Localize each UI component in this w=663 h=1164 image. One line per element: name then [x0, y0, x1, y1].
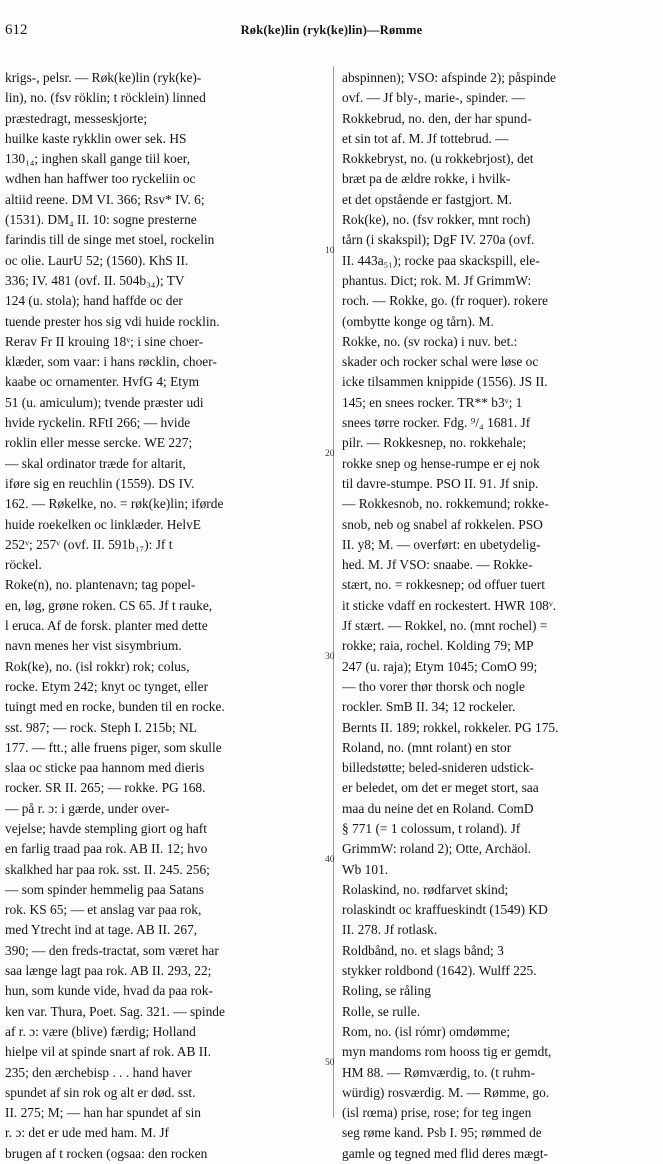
text-line: Rokke, no. (sv rocka) i nuv. bet.: — [342, 333, 518, 349]
text-line: 390; — den freds-tractat, som været har — [5, 942, 219, 958]
text-line: et sin tot af. M. Jf tottebrud. — — [342, 130, 509, 146]
text-line: l eruca. Af de forsk. planter med dette — [5, 618, 208, 634]
text-line: klæder, som vaar: i hans røcklin, choer- — [5, 354, 217, 370]
text-line: 51 (u. amiculum); tvende præster udi — [5, 394, 204, 410]
text-line: phantus. Dict; rok. M. Jf GrimmW: — [342, 272, 532, 288]
text-line: Rok(ke), no. (fsv rokker, mnt roch) — [342, 212, 531, 228]
text-line: kaabe oc ornamenter. HvfG 4; Etym — [5, 374, 200, 390]
text-line: II. 275; M; — han har spundet af sin — [5, 1105, 201, 1121]
text-line: HM 88. — Rømværdig, to. (t ruhm- — [342, 1064, 536, 1080]
text-line: würdig) rosværdig. M. — Rømme, go. — [342, 1084, 550, 1100]
text-line: maa du neine det en Roland. ComD — [342, 800, 534, 816]
text-line: — på r. ɔ: i gærde, under over- — [5, 800, 170, 816]
text-line: snees tørre rocker. Fdg. ⁹/₄ 1681. Jf — [342, 415, 531, 431]
text-line: hun, som kunde vide, hvad da paa rok- — [5, 983, 213, 999]
text-line: tårn (i skakspil); DgF IV. 270a (ovf. — [342, 232, 535, 248]
text-line: § 771 (= 1 colossum, t roland). Jf — [342, 820, 521, 836]
text-line: II. 443a₅₁); rocke paa skackspill, ele- — [342, 252, 540, 268]
text-line: Roland, no. (mnt rolant) en stor — [342, 739, 512, 755]
text-line: Bernts II. 189; rokkel, rokkeler. PG 175. — [342, 719, 559, 735]
text-line: med Ytrecht ind at tage. AB II. 267, — [5, 922, 198, 938]
text-line: Rokkebryst, no. (u rokkebrjost), det — [342, 151, 534, 167]
line-number-marker: 40 — [325, 855, 335, 865]
text-line: en farlig traad paa rok. AB II. 12; hvo — [5, 841, 208, 857]
right-column — [342, 68, 658, 1164]
text-line: rokke; raia, rochel. Kolding 79; MP — [342, 638, 534, 654]
text-line: vejelse; havde stempling giort og haft — [5, 820, 207, 836]
text-line: Rokkebrud, no. den, der har spund- — [342, 110, 532, 126]
text-line: tuende prester hos sig vdi huide rocklin. — [5, 313, 220, 329]
text-line: rocker. SR II. 265; — rokke. PG 168. — [5, 780, 206, 796]
text-line: stært, no. = rokkesnep; od offuer tuert — [342, 577, 545, 593]
text-line: hvide ryckelin. RFtI 266; — hvide — [5, 415, 191, 431]
text-line: billedstøtte; beled-snideren udstick- — [342, 760, 534, 776]
text-line: 235; den ærchebisp . . . hand haver — [5, 1064, 192, 1080]
text-line: Rolaskind, no. rødfarvet skind; — [342, 881, 509, 897]
text-line: huide roekelken oc linklæder. HelvE — [5, 516, 201, 532]
text-line: oc olie. LaurU 52; (1560). KhS II. — [5, 252, 189, 268]
text-line: röckel. — [5, 557, 42, 573]
text-line: præstedragt, messeskjorte; — [5, 110, 148, 126]
text-line: icke tilsammen knippide (1556). JS II. — [342, 374, 548, 390]
text-line: Roldbånd, no. et slags bånd; 3 — [342, 942, 504, 958]
line-number-marker: 20 — [325, 449, 335, 459]
text-line: skader och rocker schal were løse oc — [342, 354, 539, 370]
text-line: pilr. — Rokkesnep, no. rokkehale; — [342, 435, 527, 451]
text-line: — tho vorer thør thorsk och nogle — [342, 678, 525, 694]
text-line: GrimmW: roland 2); Otte, Archäol. — [342, 841, 532, 857]
text-line: hed. M. Jf VSO: snaabe. — Rokke- — [342, 557, 533, 573]
text-line: II. 278. Jf rotlask. — [342, 922, 438, 938]
text-line: en, løg, grøne roken. CS 65. Jf t rauke, — [5, 597, 213, 613]
text-line: 252ᵛ; 257ᵛ (ovf. II. 591b₁₇): Jf t — [5, 536, 173, 552]
left-column — [5, 68, 323, 1164]
line-number-marker: 50 — [325, 1058, 335, 1068]
text-line: abspinnen); VSO: afspinde 2); påspinde — [342, 70, 556, 85]
text-line: 177. — ftt.; alle fruens piger, som skulle — [5, 739, 222, 755]
text-line: iføre sig en reuchlin (1559). DS IV. — [5, 475, 195, 491]
text-line: stykker roldbond (1642). Wulff 225. — [342, 963, 537, 979]
text-line: 124 (u. stola); hand haffde oc der — [5, 293, 183, 309]
text-line: 130₁₄; inghen skall gange tiil koer, — [5, 151, 191, 167]
text-line: af r. ɔ: være (blive) færdig; Holland — [5, 1023, 196, 1039]
text-line: saa længe lagt paa rok. AB II. 293, 22; — [5, 963, 212, 979]
column-divider — [333, 66, 334, 1118]
text-line: Roling, se råling — [342, 983, 431, 999]
text-line: til davre-stumpe. PSO II. 91. Jf snip. — [342, 475, 539, 491]
text-line: rok. KS 65; — et anslag var paa rok, — [5, 902, 202, 918]
text-line: roch. — Rokke, go. (fr roquer). rokere — [342, 293, 548, 309]
text-line: 247 (u. raja); Etym 1045; ComO 99; — [342, 658, 538, 674]
text-line: 145; en snees rocker. TR** b3ᵛ; 1 — [342, 394, 523, 410]
text-line: wdhen han haffwer too ryckeliin oc — [5, 171, 196, 187]
text-line: ken var. Thura, Poet. Sag. 321. — spinde — [5, 1003, 225, 1019]
text-line: brugen af t rocken (ogsaa: den rocken — [5, 1145, 208, 1161]
text-line: Rok(ke), no. (isl rokkr) rok; colus, — [5, 658, 190, 674]
text-line: it sticke vdaff en rockestert. HWR 108ᵛ. — [342, 597, 557, 613]
text-line: rockler. SmB II. 34; 12 rockeler. — [342, 699, 516, 715]
text-line: r. ɔ: det er ude med ham. M. Jf — [5, 1125, 169, 1141]
text-line: krigs-, pelsr. — Røk(ke)lin (ryk(ke)- — [5, 70, 202, 85]
text-line: ovf. — Jf bly-, marie-, spinder. — — [342, 90, 525, 106]
line-number-marker: 30 — [325, 652, 335, 662]
text-line: er beledet, om det er meget stort, saa — [342, 780, 539, 796]
text-line: 162. — Røkelke, no. = røk(ke)lin; iførde — [5, 496, 224, 512]
text-line: lin), no. (fsv röklin; t röcklein) linned — [5, 90, 206, 106]
text-line: (isl rœma) prise, rose; for teg ingen — [342, 1105, 532, 1121]
text-line: — Rokkesnob, no. rokkemund; rokke- — [342, 496, 549, 512]
page-header — [0, 22, 663, 44]
text-line: navn menes her vist sisymbrium. — [5, 638, 182, 654]
text-line: 336; IV. 481 (ovf. II. 504b₃₄); TV — [5, 272, 185, 288]
text-line: sst. 987; — rock. Steph I. 215b; NL — [5, 719, 197, 735]
text-line: rokke snep og hense-rumpe er ej nok — [342, 455, 540, 471]
text-line: seg røme kand. Psb I. 95; rømmed de — [342, 1125, 542, 1141]
text-line: Rom, no. (isl rómr) omdømme; — [342, 1023, 511, 1039]
text-line: huilke kaste rykklin ower sek. HS — [5, 130, 187, 146]
text-line: snob, neb og snabel af rokkelen. PSO — [342, 516, 543, 532]
text-line: — skal ordinator træde for altarit, — [5, 455, 186, 471]
text-line: Roke(n), no. plantenavn; tag popel- — [5, 577, 196, 593]
text-line: roklin eller messe sercke. WE 227; — [5, 435, 193, 451]
text-line: bræt pa de ældre rokke, i hvilk- — [342, 171, 511, 187]
text-line: gamle og tegned med flid deres mægt- — [342, 1145, 549, 1161]
text-line: (ombytte konge og tårn). M. — [342, 313, 494, 329]
text-line: et det opstående er fastgjort. M. — [342, 191, 512, 207]
text-line: rocke. Etym 242; knyt oc tynget, eller — [5, 678, 209, 694]
text-line: spundet af sin rok og alt er død. sst. — [5, 1084, 196, 1100]
text-line: Rolle, se rulle. — [342, 1003, 421, 1019]
text-line: (1531). DM₄ II. 10: sogne presterne — [5, 212, 197, 228]
line-number-marker: 10 — [325, 246, 335, 256]
text-line: Jf stært. — Rokkel, no. (mnt rochel) = — [342, 618, 548, 634]
text-line: slaa oc sticke paa hannom med dieris — [5, 760, 205, 776]
text-line: myn mandoms rom hooss tig er gemdt, — [342, 1044, 552, 1060]
text-line: hielpe vil at spinde snart af rok. AB II. — [5, 1044, 212, 1060]
page-number: 612 — [5, 22, 28, 38]
text-line: — som spinder hemmelig paa Satans — [5, 881, 204, 897]
text-line: farindis till de singe met stoel, rockelin — [5, 232, 215, 248]
text-line: rolaskindt oc kraffueskindt (1549) KD — [342, 902, 548, 918]
text-line: skalkhed har paa rok. sst. II. 245. 256; — [5, 861, 210, 877]
text-line: II. y8; M. — overført: en ubetydelig- — [342, 536, 541, 552]
running-title: Røk(ke)lin (ryk(ke)lin)—Rømme — [240, 23, 423, 37]
text-line: altiid reene. DM VI. 366; Rsv* IV. 6; — [5, 191, 205, 207]
text-line: tuingt med en rocke, bunden til en rocke. — [5, 699, 225, 715]
text-line: Wb 101. — [342, 861, 389, 877]
text-line: Rerav Fr II krouing 18ᵛ; i sine choer- — [5, 333, 204, 349]
